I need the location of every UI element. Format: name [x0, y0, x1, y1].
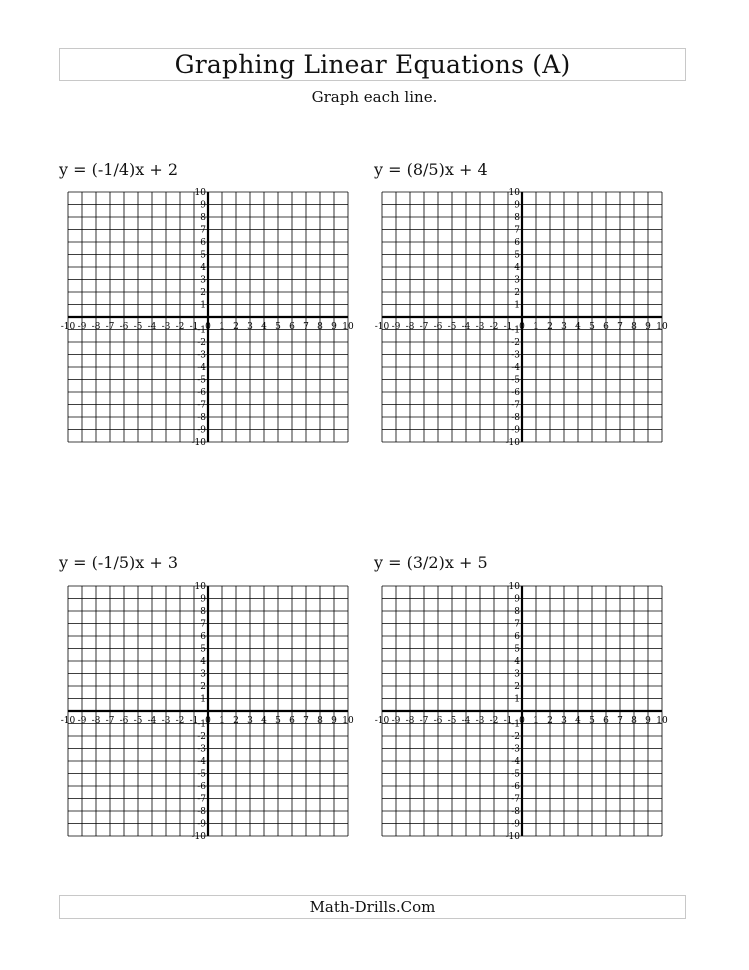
- y-tick-label: -5: [197, 769, 206, 780]
- x-tick-label: -2: [489, 322, 499, 332]
- x-tick-label: -6: [433, 322, 443, 332]
- x-tick-label: -6: [119, 716, 129, 726]
- x-tick-label: 4: [261, 716, 267, 726]
- x-tick-label: 0: [519, 322, 525, 332]
- x-tick-label: 4: [575, 716, 581, 726]
- y-tick-label: -9: [197, 819, 206, 830]
- y-tick-label: -7: [197, 794, 206, 805]
- x-tick-label: 5: [275, 322, 281, 332]
- x-tick-label: 2: [233, 322, 239, 332]
- y-tick-label: 9: [514, 200, 520, 211]
- y-tick-label: 6: [200, 632, 206, 642]
- x-tick-label: -2: [175, 716, 185, 726]
- x-tick-label: 3: [247, 322, 253, 332]
- y-tick-label: 10: [194, 188, 206, 198]
- y-tick-label: -1: [511, 719, 520, 730]
- x-tick-label: 9: [331, 322, 337, 332]
- x-tick-label: 0: [519, 716, 525, 726]
- y-tick-label: -2: [511, 732, 520, 742]
- equation-1: y = (-1/4)x + 2: [59, 160, 179, 179]
- x-tick-label: 4: [261, 322, 267, 332]
- y-tick-label: -4: [197, 363, 206, 373]
- y-tick-label: -6: [197, 782, 206, 792]
- y-tick-label: -6: [511, 388, 520, 398]
- x-tick-label: 8: [317, 322, 323, 332]
- y-tick-label: 7: [514, 619, 520, 630]
- y-tick-label: 3: [200, 275, 206, 286]
- y-tick-label: 2: [514, 682, 520, 692]
- x-tick-label: 9: [645, 716, 651, 726]
- x-tick-label: 10: [656, 322, 668, 332]
- x-tick-label: 1: [219, 716, 225, 726]
- x-tick-label: 8: [631, 322, 637, 332]
- x-tick-label: 7: [617, 716, 623, 726]
- y-tick-label: -9: [511, 819, 520, 830]
- x-tick-label: -3: [161, 322, 171, 332]
- y-tick-label: -9: [197, 425, 206, 436]
- y-tick-label: 1: [200, 300, 206, 311]
- x-tick-label: 3: [561, 322, 567, 332]
- x-tick-label: -5: [447, 322, 457, 332]
- y-tick-label: -8: [511, 413, 520, 423]
- y-tick-label: -5: [197, 375, 206, 386]
- x-tick-label: 5: [589, 716, 595, 726]
- y-tick-label: 6: [514, 632, 520, 642]
- y-tick-label: -10: [191, 832, 206, 842]
- x-tick-label: -6: [433, 716, 443, 726]
- y-tick-label: -6: [511, 782, 520, 792]
- x-tick-label: 2: [233, 716, 239, 726]
- footer-text: Math-Drills.Com: [309, 898, 436, 916]
- coordinate-grid-3[interactable]: [60, 582, 354, 842]
- equation-3: y = (-1/5)x + 3: [59, 553, 179, 572]
- instructions: Graph each line.: [311, 88, 438, 106]
- y-tick-label: 6: [514, 238, 520, 248]
- y-tick-label: -8: [197, 807, 206, 817]
- x-tick-label: 3: [247, 716, 253, 726]
- x-tick-label: 5: [275, 716, 281, 726]
- x-tick-label: -10: [60, 716, 76, 726]
- x-tick-label: -2: [175, 322, 185, 332]
- y-tick-label: -3: [511, 350, 520, 361]
- x-tick-label: -1: [503, 322, 513, 332]
- x-tick-label: 3: [561, 716, 567, 726]
- x-tick-label: -8: [405, 322, 415, 332]
- x-tick-label: -3: [475, 716, 485, 726]
- x-tick-label: 7: [617, 322, 623, 332]
- x-tick-label: 2: [547, 322, 553, 332]
- y-tick-label: -1: [197, 719, 206, 730]
- coordinate-grid-2[interactable]: [374, 188, 668, 448]
- x-tick-label: 1: [533, 716, 539, 726]
- y-tick-label: 1: [514, 300, 520, 311]
- y-tick-label: -5: [511, 769, 520, 780]
- x-tick-label: -5: [133, 716, 143, 726]
- x-tick-label: -1: [503, 716, 513, 726]
- x-tick-label: 0: [205, 322, 211, 332]
- x-tick-label: 4: [575, 322, 581, 332]
- title-box: [59, 48, 686, 81]
- y-tick-label: 8: [200, 213, 206, 223]
- x-tick-label: -10: [374, 322, 390, 332]
- x-tick-label: -5: [447, 716, 457, 726]
- x-tick-label: -4: [461, 322, 471, 332]
- y-tick-label: -7: [511, 400, 520, 411]
- y-tick-label: 2: [514, 288, 520, 298]
- coordinate-grid-4[interactable]: [374, 582, 668, 842]
- x-tick-label: -2: [489, 716, 499, 726]
- y-tick-label: 1: [514, 694, 520, 705]
- y-tick-label: 9: [514, 594, 520, 605]
- y-tick-label: -6: [197, 388, 206, 398]
- x-tick-label: -3: [475, 322, 485, 332]
- y-tick-label: 5: [514, 250, 520, 261]
- y-tick-label: 7: [200, 225, 206, 236]
- y-tick-label: -4: [511, 757, 520, 767]
- x-tick-label: -5: [133, 322, 143, 332]
- y-tick-label: -8: [511, 807, 520, 817]
- x-tick-label: -7: [105, 322, 115, 332]
- y-tick-label: 10: [508, 582, 520, 592]
- y-tick-label: 3: [514, 275, 520, 286]
- x-tick-label: 8: [317, 716, 323, 726]
- x-tick-label: -9: [77, 322, 87, 332]
- x-tick-label: 7: [303, 716, 309, 726]
- y-tick-label: 3: [514, 669, 520, 680]
- x-tick-label: 6: [603, 322, 609, 332]
- x-tick-label: 1: [219, 322, 225, 332]
- footer-box: [59, 895, 686, 919]
- y-tick-label: -4: [511, 363, 520, 373]
- x-tick-label: 10: [656, 716, 668, 726]
- x-tick-label: -9: [391, 716, 401, 726]
- y-tick-label: 9: [200, 594, 206, 605]
- y-tick-label: -10: [191, 438, 206, 448]
- x-tick-label: 6: [603, 716, 609, 726]
- y-tick-label: 8: [200, 607, 206, 617]
- y-tick-label: -5: [511, 375, 520, 386]
- y-tick-label: 2: [200, 682, 206, 692]
- x-tick-label: -4: [461, 716, 471, 726]
- x-tick-label: 6: [289, 716, 295, 726]
- x-tick-label: -4: [147, 322, 157, 332]
- y-tick-label: -7: [197, 400, 206, 411]
- y-tick-label: -7: [511, 794, 520, 805]
- x-tick-label: 1: [533, 322, 539, 332]
- y-tick-label: 10: [194, 582, 206, 592]
- x-tick-label: 9: [331, 716, 337, 726]
- x-tick-label: -9: [391, 322, 401, 332]
- x-tick-label: -7: [105, 716, 115, 726]
- x-tick-label: 10: [342, 322, 354, 332]
- y-tick-label: 3: [200, 669, 206, 680]
- y-tick-label: 4: [514, 657, 520, 667]
- x-tick-label: -8: [91, 322, 101, 332]
- x-tick-label: 9: [645, 322, 651, 332]
- y-tick-label: 7: [200, 619, 206, 630]
- y-tick-label: 10: [508, 188, 520, 198]
- x-tick-label: -10: [60, 322, 76, 332]
- page-title: Graphing Linear Equations (A): [174, 50, 571, 79]
- y-tick-label: -8: [197, 413, 206, 423]
- x-tick-label: 8: [631, 716, 637, 726]
- y-tick-label: 8: [514, 213, 520, 223]
- x-tick-label: -7: [419, 716, 429, 726]
- x-tick-label: -9: [77, 716, 87, 726]
- equation-2: y = (8/5)x + 4: [374, 160, 488, 179]
- y-tick-label: 1: [200, 694, 206, 705]
- x-tick-label: -6: [119, 322, 129, 332]
- y-tick-label: -1: [511, 325, 520, 336]
- y-tick-label: -2: [197, 338, 206, 348]
- x-tick-label: -8: [91, 716, 101, 726]
- y-tick-label: 5: [514, 644, 520, 655]
- y-tick-label: -10: [505, 438, 520, 448]
- x-tick-label: 5: [589, 322, 595, 332]
- y-tick-label: 5: [200, 250, 206, 261]
- y-tick-label: -3: [197, 744, 206, 755]
- x-tick-label: 10: [342, 716, 354, 726]
- y-tick-label: 2: [200, 288, 206, 298]
- x-tick-label: -1: [189, 322, 199, 332]
- x-tick-label: -10: [374, 716, 390, 726]
- y-tick-label: -4: [197, 757, 206, 767]
- x-tick-label: 2: [547, 716, 553, 726]
- x-tick-label: 7: [303, 322, 309, 332]
- y-tick-label: 7: [514, 225, 520, 236]
- x-tick-label: -7: [419, 322, 429, 332]
- y-tick-label: 4: [514, 263, 520, 273]
- y-tick-label: 8: [514, 607, 520, 617]
- x-tick-label: 0: [205, 716, 211, 726]
- y-tick-label: 5: [200, 644, 206, 655]
- y-tick-label: -2: [197, 732, 206, 742]
- y-tick-label: -2: [511, 338, 520, 348]
- y-tick-label: -1: [197, 325, 206, 336]
- coordinate-grid-1[interactable]: [60, 188, 354, 448]
- x-tick-label: -8: [405, 716, 415, 726]
- x-tick-label: 6: [289, 322, 295, 332]
- x-tick-label: -3: [161, 716, 171, 726]
- y-tick-label: 6: [200, 238, 206, 248]
- x-tick-label: -4: [147, 716, 157, 726]
- y-tick-label: -3: [197, 350, 206, 361]
- x-tick-label: -1: [189, 716, 199, 726]
- equation-4: y = (3/2)x + 5: [374, 553, 488, 572]
- y-tick-label: -9: [511, 425, 520, 436]
- y-tick-label: -10: [505, 832, 520, 842]
- y-tick-label: 9: [200, 200, 206, 211]
- y-tick-label: 4: [200, 657, 206, 667]
- y-tick-label: -3: [511, 744, 520, 755]
- y-tick-label: 4: [200, 263, 206, 273]
